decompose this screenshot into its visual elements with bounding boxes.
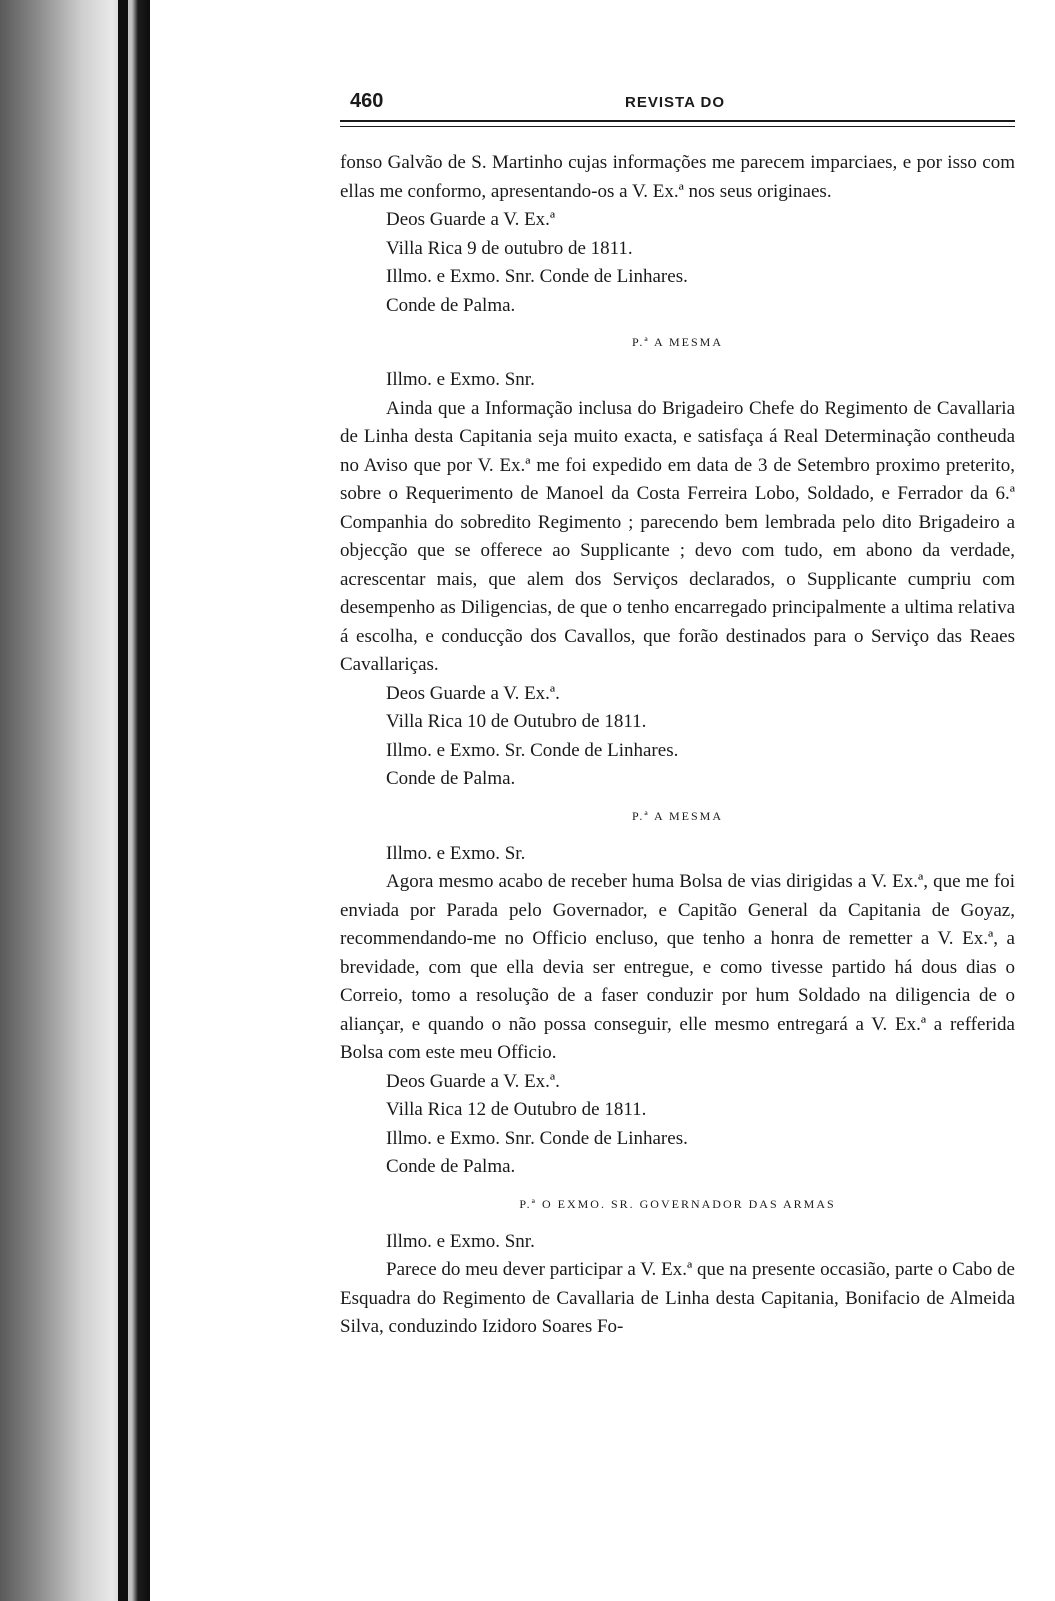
section-heading: P.ª O EXMO. SR. GOVERNADOR DAS ARMAS — [519, 1196, 836, 1211]
closing-signature: Conde de Palma. — [386, 294, 516, 316]
salutation: Illmo. e Exmo. Sr. — [386, 842, 526, 864]
closing-addressee: Illmo. e Exmo. Sr. Conde de Linhares. — [386, 739, 679, 761]
closing-greeting: Deos Guarde a V. Ex.ª — [386, 209, 556, 230]
letter-paragraph: fonso Galvão de S. Martinho cujas informações me parecem imparciaes, e por isso com ellas me conformo, apresentando-os a V. Ex.ª nos seus originaes. — [340, 152, 1015, 202]
closing-signature: Conde de Palma. — [386, 1156, 516, 1177]
letter-continuation — [340, 149, 1015, 320]
salutation: Illmo. e Exmo. Snr. — [386, 1230, 535, 1252]
book-binding-edge — [118, 0, 128, 1601]
letter-section — [340, 802, 1015, 1182]
letter-paragraph: Ainda que a Informação inclusa do Brigadeiro Chefe do Regimento de Cavallaria de Linha desta Capitania seja muito exacta, e satisfaça á Real Determinação contheuda no Aviso que por V. Ex.ª me foi expedido em data de 3 de Setembro proximo preterito, sobre o Requerimento de Manoel da Costa Ferreira Lobo, Soldado, e Ferrador da 6.ª Companhia do sobredito Regimento ; parecendo bem lembrada pelo dito Brigadeiro a objecção que se offerece ao Supplicante ; devo com tudo, em abono da verdade, acrescentar mais, que alem dos Serviços declarados, o Supplicante cumpriu com desempenho as Diligencias, de que o tenho encarregado principalmente a ultima relativa á escolha, e conducção dos Cavallos, que forão destinados para o Serviço das Reaes Cavallariças. — [340, 397, 1015, 675]
closing-greeting: Deos Guarde a V. Ex.ª. — [386, 682, 560, 704]
section-heading: P.ª A MESMA — [631, 335, 723, 349]
letter-section — [340, 1190, 1015, 1342]
section-heading: P.ª A MESMA — [631, 808, 723, 823]
closing-date: Villa Rica 9 de outubro de 1811. — [386, 237, 633, 259]
running-title: REVISTA DO — [625, 94, 726, 111]
closing-date: Villa Rica 12 de Outubro de 1811. — [386, 1099, 647, 1120]
letter-section — [340, 328, 1015, 794]
letter-paragraph: Parece do meu dever participar a V. Ex.ª que na presente occasião, parte o Cabo de Esquadra do Regimento de Cavallaria de Linha desta Capitania, Bonifacio de Almeida Silva, conduzindo Izidoro Soares Fo- — [340, 1259, 1015, 1337]
closing-greeting: Deos Guarde a V. Ex.ª. — [386, 1070, 560, 1092]
page-number: 460 — [350, 90, 384, 112]
page-header — [340, 90, 1015, 120]
salutation: Illmo. e Exmo. Snr. — [386, 369, 535, 390]
book-page — [340, 90, 1015, 1342]
header-rule — [340, 120, 1015, 127]
closing-addressee: Illmo. e Exmo. Snr. Conde de Linhares. — [386, 1127, 688, 1149]
closing-addressee: Illmo. e Exmo. Snr. Conde de Linhares. — [386, 266, 688, 287]
closing-signature: Conde de Palma. — [386, 768, 516, 789]
letter-paragraph: Agora mesmo acabo de receber huma Bolsa de vias dirigidas a V. Ex.ª, que me foi enviada por Parada pelo Governador, e Capitão General da Capitania de Goyaz, recommendando-me no Officio encluso, que tenho a honra de remetter a V. Ex.ª, a brevidade, com que ella devia ser entregue, e como tivesse partido há dous dias o Correio, tomo a resolução de a faser conduzir por hum Soldado na diligencia de o aliançar, e quando o não possa conseguir, elle mesmo entregará a V. Ex.ª a refferida Bolsa com este meu Officio. — [340, 871, 1015, 1063]
closing-date: Villa Rica 10 de Outubro de 1811. — [386, 711, 647, 732]
